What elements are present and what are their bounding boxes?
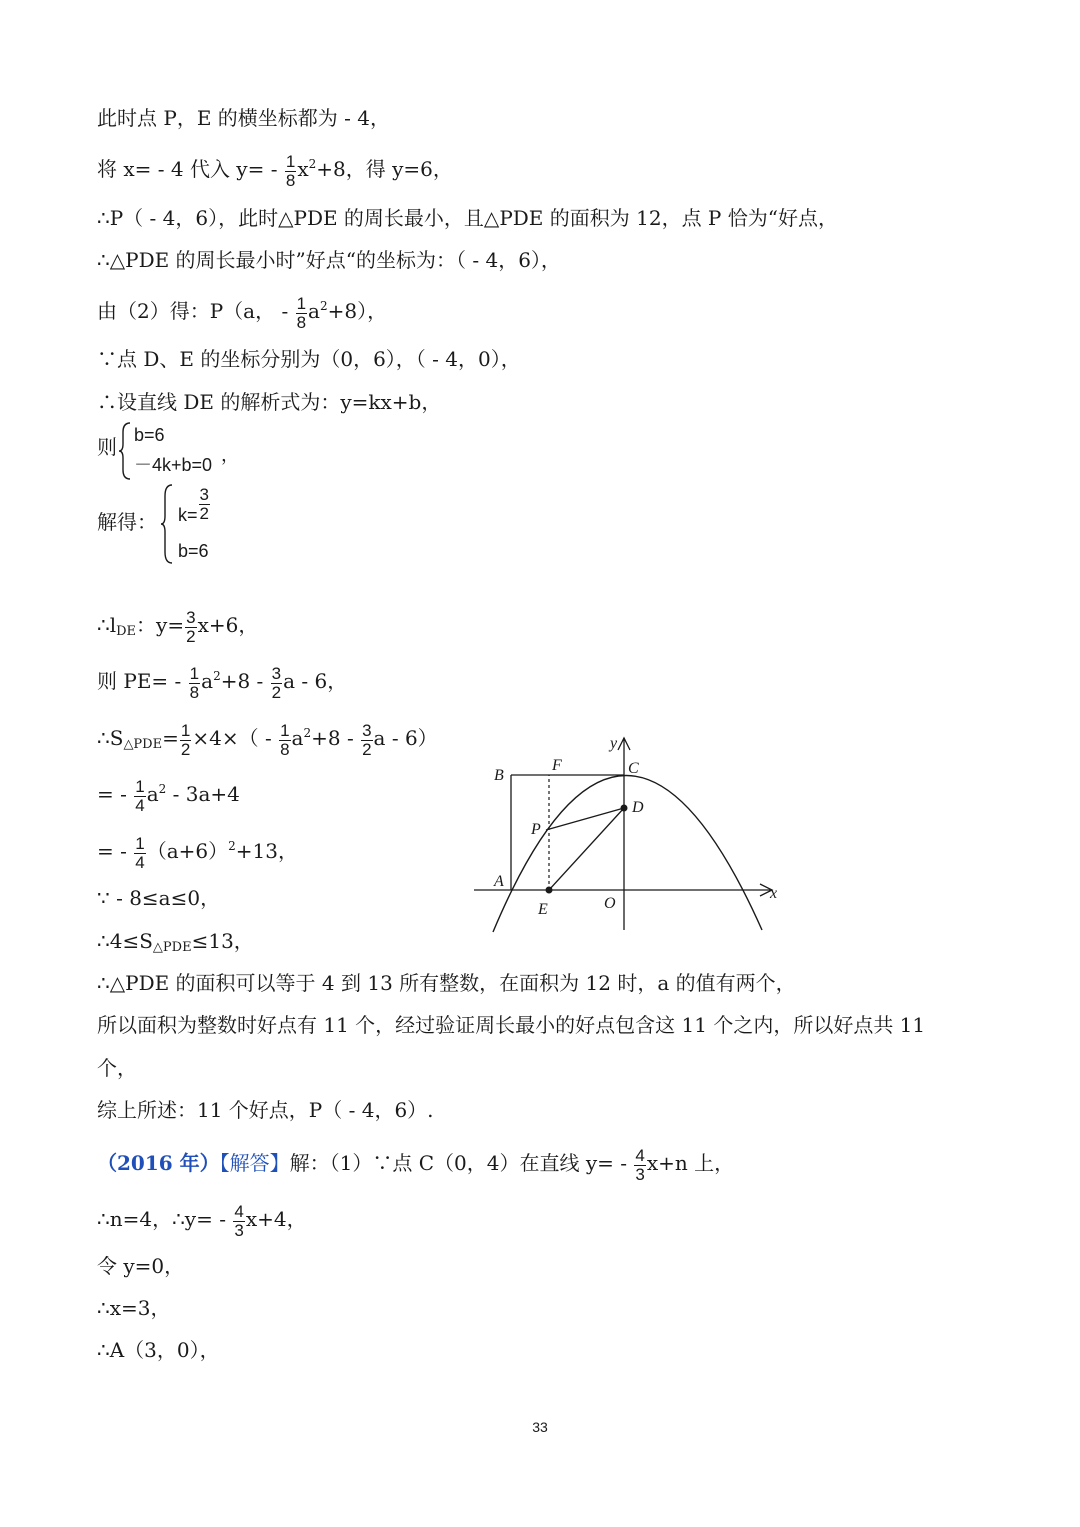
line-24-text: ∴x=3， <box>97 1296 171 1320</box>
fraction-denominator: 4 <box>135 852 145 872</box>
label-f: F <box>552 757 562 774</box>
line-22-text-b: x+4， <box>245 1206 307 1231</box>
fraction-denominator: 2 <box>271 682 282 702</box>
line-5-text-d: +8）， <box>327 298 388 323</box>
text-line-17 <box>97 973 796 993</box>
system-tail-comma: ， <box>221 445 239 465</box>
text-line-14 <box>97 834 298 871</box>
fraction-numerator: 1 <box>135 777 145 796</box>
label-x: x <box>770 885 778 902</box>
fraction-numerator: 1 <box>280 721 290 740</box>
text-line-11 <box>97 664 347 701</box>
exponent: 2 <box>303 725 312 740</box>
fraction-denominator: 2 <box>186 626 196 646</box>
line-10-text-c: x+6， <box>197 612 259 637</box>
fraction-denominator: 3 <box>635 1164 645 1184</box>
parabola-curve <box>493 775 762 932</box>
subscript: △PDE <box>123 736 163 752</box>
subscript: △PDE <box>152 940 192 955</box>
line-20-text: 综上所述：11 个好点，P（ - 4，6）. <box>97 1098 434 1122</box>
exponent: 2 <box>308 156 317 171</box>
answer-tag: 【解答】 <box>219 1150 290 1175</box>
fraction <box>361 722 372 759</box>
solution-label <box>97 512 157 532</box>
fraction-numerator: 1 <box>189 664 200 683</box>
line-13-text-d: - 3a+4 <box>166 781 240 806</box>
label-o: O <box>604 895 616 912</box>
line-25-text: ∴A（3，0）， <box>97 1338 220 1362</box>
text-line-24 <box>97 1298 171 1318</box>
text-line-25 <box>97 1340 220 1360</box>
exponent: 2 <box>213 668 221 683</box>
system-equation-2: －4k+b=0 <box>134 455 213 475</box>
system-label-then <box>97 437 117 457</box>
line-12-text-g: +8 - <box>311 725 361 750</box>
line-5-text-a: 由（2）得：P（a， - <box>97 298 295 323</box>
fraction-numerator: 4 <box>234 1202 244 1221</box>
line-1-text: 此时点 P，E 的横坐标都为 - 4， <box>97 106 390 130</box>
fraction-numerator: 4 <box>635 1146 645 1165</box>
line-10-text-b: ：y= <box>136 612 185 637</box>
line-7-text: ∴设直线 DE 的解析式为：y=kx+b， <box>97 390 442 414</box>
line-13-text-b: a <box>146 781 159 806</box>
line-16-text-b: ≤13， <box>191 929 254 953</box>
solution-k: k= <box>178 505 198 526</box>
fraction <box>285 153 296 190</box>
text-line-3 <box>97 208 838 228</box>
line-12-text-h: a - 6） <box>373 725 438 750</box>
segment-pd <box>546 808 624 830</box>
text-line-15 <box>97 888 220 908</box>
line-12-text-d: a <box>291 725 304 750</box>
fraction <box>199 486 210 523</box>
line-23-text: 令 y=0， <box>97 1254 185 1278</box>
fraction <box>296 295 307 332</box>
solution-equation-1 <box>178 485 211 526</box>
line-21-text-b: x+n 上， <box>646 1150 735 1175</box>
line-11-text-d: +8 - <box>220 668 270 693</box>
line-14-text-b: （a+6） <box>146 838 229 863</box>
text-line-7 <box>97 392 441 412</box>
line-17-text: ∴△PDE 的面积可以等于 4 到 13 所有整数，在面积为 12 时，a 的值有两个， <box>97 971 796 995</box>
exponent: 2 <box>228 838 236 853</box>
fraction-numerator: 1 <box>135 834 145 853</box>
point-e <box>546 887 553 894</box>
text-line-5 <box>97 294 387 331</box>
fraction-denominator: 2 <box>362 739 372 759</box>
fraction <box>233 1203 244 1240</box>
line-22-text-a: ∴n=4，∴y= - <box>97 1206 233 1231</box>
text-line-23 <box>97 1256 184 1276</box>
point-d <box>621 805 628 812</box>
fraction-denominator: 8 <box>285 170 296 190</box>
text-line-21 <box>97 1146 734 1183</box>
fraction-numerator: 1 <box>180 721 191 740</box>
text-line-20 <box>97 1100 434 1120</box>
line-2-text-d: +8，得 y=6， <box>316 156 453 181</box>
text-line-22 <box>97 1202 307 1239</box>
line-14-text-a: = - <box>97 838 134 863</box>
fraction-denominator: 8 <box>189 682 200 702</box>
line-21-text-a: 解：（1）∵点 C（0，4）在直线 y= - <box>289 1150 634 1175</box>
line-18-text: 所以面积为整数时好点有 11 个，经过验证周长最小的好点包含这 11 个之内，所以好点共 11 <box>97 1013 926 1037</box>
line-19-text: 个， <box>97 1056 137 1080</box>
left-brace <box>160 484 174 564</box>
label-d: D <box>632 799 644 816</box>
fraction <box>134 835 145 872</box>
parabola-figure <box>460 730 790 945</box>
fraction-denominator: 8 <box>280 739 290 759</box>
line-4-text: ∴△PDE 的周长最小时”好点“的坐标为：（ - 4，6）， <box>97 248 561 272</box>
text-line-16 <box>97 931 254 954</box>
segment-ed <box>549 808 624 890</box>
line-3-text: ∴P（ - 4，6），此时△PDE 的周长最小，且△PDE 的面积为 12，点 P 恰为“好点， <box>97 206 838 230</box>
line-11-text-b: a <box>201 668 214 693</box>
text-line-2 <box>97 152 453 189</box>
fraction-numerator: 1 <box>285 152 296 171</box>
year-tag: （2016 年） <box>97 1150 220 1175</box>
exponent: 2 <box>319 298 328 313</box>
line-6-text: ∵点 D、E 的坐标分别为（0，6），（ - 4，0）， <box>97 347 521 371</box>
line-5-text-b: a <box>308 298 320 323</box>
line-14-text-d: +13， <box>235 838 298 863</box>
text-line-12 <box>97 721 438 758</box>
fraction <box>189 665 200 702</box>
label-p: P <box>531 821 541 838</box>
fraction-numerator: 3 <box>271 664 282 683</box>
system-equation-1: b=6 <box>134 425 165 445</box>
fraction <box>279 722 290 759</box>
line-12-text-c: ×4×（ - <box>192 725 279 750</box>
fraction-numerator: 1 <box>296 294 307 313</box>
line-10-text-a: ∴l <box>97 612 117 637</box>
fraction-numerator: 3 <box>362 721 372 740</box>
solved-label: 解得： <box>97 510 157 534</box>
fraction-numerator: 3 <box>199 485 209 504</box>
fraction <box>134 778 145 815</box>
label-b: B <box>494 767 504 784</box>
fraction-denominator: 4 <box>135 795 145 815</box>
fraction-denominator: 3 <box>234 1220 244 1240</box>
label-y: y <box>610 735 618 752</box>
fraction <box>634 1147 645 1184</box>
then-label: 则 <box>97 435 117 459</box>
exponent: 2 <box>158 781 167 796</box>
line-16-text-a: ∴4≤S <box>97 929 153 953</box>
fraction <box>271 665 282 702</box>
page-number: 33 <box>532 1419 548 1435</box>
line-2-text-b: x <box>297 156 309 181</box>
fraction-numerator: 3 <box>186 608 196 627</box>
text-line-10 <box>97 608 258 645</box>
solution-equation-2: b=6 <box>178 541 209 561</box>
fraction-denominator: 2 <box>180 739 191 759</box>
fraction <box>180 722 191 759</box>
label-a: A <box>494 873 504 890</box>
line-12-text-a: ∴S <box>97 725 124 750</box>
text-line-1 <box>97 108 390 128</box>
label-c: C <box>628 760 639 777</box>
line-13-text-a: = - <box>97 781 134 806</box>
line-11-text-a: 则 PE= - <box>97 668 188 693</box>
line-12-text-b: = <box>162 725 179 750</box>
fraction-denominator: 8 <box>296 312 307 332</box>
fraction <box>185 609 196 646</box>
text-line-4 <box>97 250 561 270</box>
subscript: DE <box>116 623 137 639</box>
fraction-denominator: 2 <box>199 503 209 523</box>
text-line-6 <box>97 349 521 369</box>
text-line-13 <box>97 777 240 814</box>
line-15-text: ∵ - 8≤a≤0， <box>97 886 221 910</box>
line-2-text-a: 将 x= - 4 代入 y= - <box>97 156 284 181</box>
text-line-18 <box>97 1015 925 1035</box>
text-line-19 <box>97 1058 137 1078</box>
left-brace <box>118 422 132 480</box>
label-e: E <box>538 901 548 918</box>
line-11-text-e: a - 6， <box>283 668 348 693</box>
